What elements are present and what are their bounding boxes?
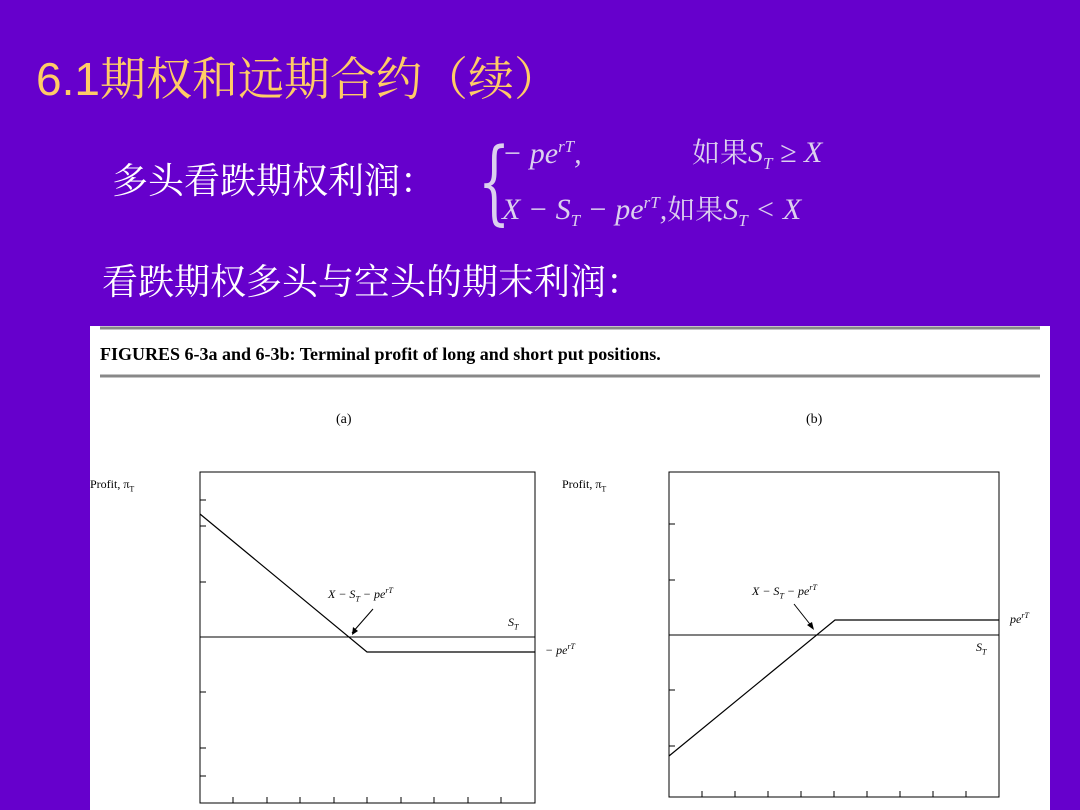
panel-a-y-ticks [200,500,206,776]
piecewise-formula [478,130,898,240]
figure-title: FIGURES 6-3a and 6-3b: Terminal profit of long and short put positions. [100,344,661,364]
slide-title [36,52,560,106]
panel-a-x-ticks [233,797,501,803]
left-brace: { [478,128,511,235]
panel-b-arrowhead [807,622,814,630]
panel-b-annotation: $X - S_T - pe^{rT}$ [752,583,817,601]
panel-b-label: (b) [806,412,823,427]
formula-case-1-condition: 如果$S_T \ge X$ [692,136,823,173]
panel-a-profit-line [200,514,535,652]
panel-a-y-axis-label: Profit, $\pi_T$ [90,477,135,494]
formula-case-2: $X - S_T - pe^{rT}$,如果$S_T < X$ [502,193,802,230]
panel-a-arrowhead [352,627,358,635]
panel-a-label: (a) [336,412,352,427]
panel-b-profit-line [669,620,999,756]
title-number: 6.1 [36,53,100,105]
title-text: 期权和远期合约（续） [99,52,560,106]
formula-label: 多头看跌期权利润： [112,161,437,202]
panel-a-annotation: $X - S_T - pe^{rT}$ [328,586,393,604]
panel-a-x-axis-label: $S_T$ [508,615,519,632]
panel-b-premium-label: $pe^{rT}$ [1010,611,1029,626]
panel-b-x-axis-label: $S_T$ [976,640,987,657]
panel-b-y-axis-label: Profit, $\pi_T$ [562,477,607,494]
figure-panel [90,326,1050,810]
figure-graphics [90,326,1050,810]
subheading: 看跌期权多头与空头的期末利润： [102,262,643,303]
panel-a-premium-label: − $pe^{rT}$ [545,642,575,657]
formula-case-1: − $pe^{rT}$, [502,137,582,170]
panel-b-x-ticks [702,791,966,797]
